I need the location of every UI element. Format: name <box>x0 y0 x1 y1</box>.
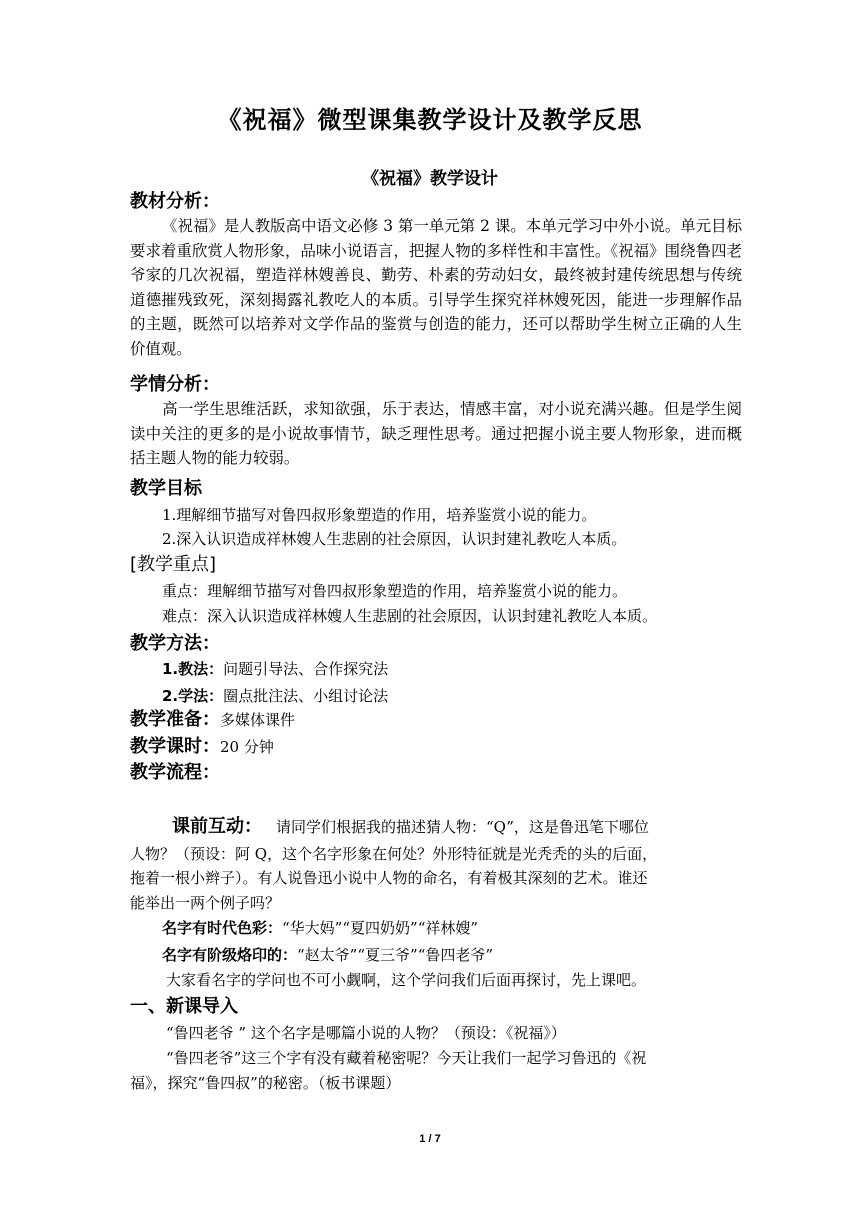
page-number: 1 / 7 <box>419 1133 441 1145</box>
method-learn <box>162 684 388 708</box>
interaction-class <box>162 943 493 967</box>
goal-item-1: 1.理解细节描写对鲁四叔形象塑造的作用，培养鉴赏小说的能力。 <box>162 506 597 524</box>
methods-heading: 教学方法： <box>130 633 220 654</box>
interaction-line-4: 能举出一两个例子吗？ <box>130 894 281 912</box>
prep-label: 教学准备： <box>130 709 220 730</box>
goal-item-2: 2.深入认识造成祥林嫂人生悲剧的社会原因，认识封建礼教吃人本质。 <box>162 530 627 548</box>
material-text: 《祝福》是人教版高中语文必修 3 第一单元第 2 课。本单元学习中外小说。单元目标要求着重欣赏人物形象，品味小说语言，把握人物的多样性和丰富性。《祝福》围绕鲁四老爷家的几次祝福，塑造祥林嫂善良、勤劳、朴素的劳动妇女，最终被封建传统思想与传统道德摧残致死，深刻揭露礼教吃人的本质。引导学生探究祥林嫂死因，能进一步理解作品的主题，既然可以培养对文学作品的鉴赏与创造的能力，还可以帮助学生树立正确的人生价值观。 <box>130 217 742 358</box>
class-label: 名字有阶级烙印的： <box>162 946 298 964</box>
prep-row <box>130 708 295 732</box>
interaction-closing: 大家看名字的学问也不可小觑啊，这个学问我们后面再探讨，先上课吧。 <box>166 971 647 989</box>
goals-heading: 教学目标 <box>130 478 202 499</box>
interaction-line-2: 人物？（预设：阿 Q，这个名字形象在何处？外形特征就是光秃秃的头的后面， <box>130 845 658 863</box>
prep-value: 多媒体课件 <box>220 711 296 729</box>
document-title: 《祝福》微型课集教学设计及教学反思 <box>217 106 643 134</box>
interaction-line-1 <box>172 815 649 839</box>
section1-line-1: “鲁四老爷 ” 这个名字是哪篇小说的人物？（预设：《祝福》） <box>166 1024 566 1042</box>
students-heading: 学情分析： <box>130 374 220 395</box>
era-value: “华大妈”“夏四奶奶”“祥林嫂” <box>282 919 479 937</box>
method-learn-value: 圈点批注法、小组讨论法 <box>223 687 389 705</box>
key-focus: 重点：理解细节描写对鲁四叔形象塑造的作用，培养鉴赏小说的能力。 <box>162 582 628 600</box>
hours-value: 20 分钟 <box>220 738 274 756</box>
keypoints-heading: [教学重点] <box>130 554 217 575</box>
hours-row <box>130 735 274 759</box>
hours-label: 教学课时： <box>130 736 220 757</box>
students-paragraph <box>130 397 742 471</box>
flow-heading: 教学流程： <box>130 762 220 783</box>
interaction-text-1: 请同学们根据我的描述猜人物：“Q”，这是鲁迅笔下哪位 <box>276 818 649 836</box>
section1-line-2: “鲁四老爷”这三个字有没有藏着秘密呢？今天让我们一起学习鲁迅的《祝 <box>166 1049 647 1067</box>
section1-heading: 一、新课导入 <box>130 996 238 1017</box>
method-learn-label: 2.学法： <box>162 687 224 705</box>
students-text: 高一学生思维活跃，求知欲强，乐于表达，情感丰富，对小说充满兴趣。但是学生阅读中关注的更多的是小说故事情节，缺乏理性思考。通过把握小说主要人物形象，进而概括主题人物的能力较弱。 <box>130 400 742 467</box>
interaction-line-3: 拖着一根小辫子）。有人说鲁迅小说中人物的命名，有着极其深刻的艺术。谁还 <box>130 869 648 887</box>
method-teach-value: 问题引导法、合作探究法 <box>223 660 389 678</box>
document-subtitle: 《祝福》教学设计 <box>362 169 498 189</box>
section1-line-3: 福》，探究“鲁四叔”的秘密。（板书课题） <box>130 1074 401 1092</box>
method-teach-label: 1.教法： <box>162 660 224 678</box>
method-teach <box>162 657 388 681</box>
key-difficulty: 难点：深入认识造成祥林嫂人生悲剧的社会原因，认识封建礼教吃人本质。 <box>162 607 658 625</box>
interaction-era <box>162 916 478 940</box>
material-paragraph <box>130 214 742 361</box>
class-value: “赵太爷”“夏三爷”“鲁四老爷” <box>297 946 494 964</box>
interaction-label: 课前互动： <box>172 816 262 837</box>
material-heading: 教材分析： <box>130 191 220 212</box>
era-label: 名字有时代色彩： <box>162 919 283 937</box>
